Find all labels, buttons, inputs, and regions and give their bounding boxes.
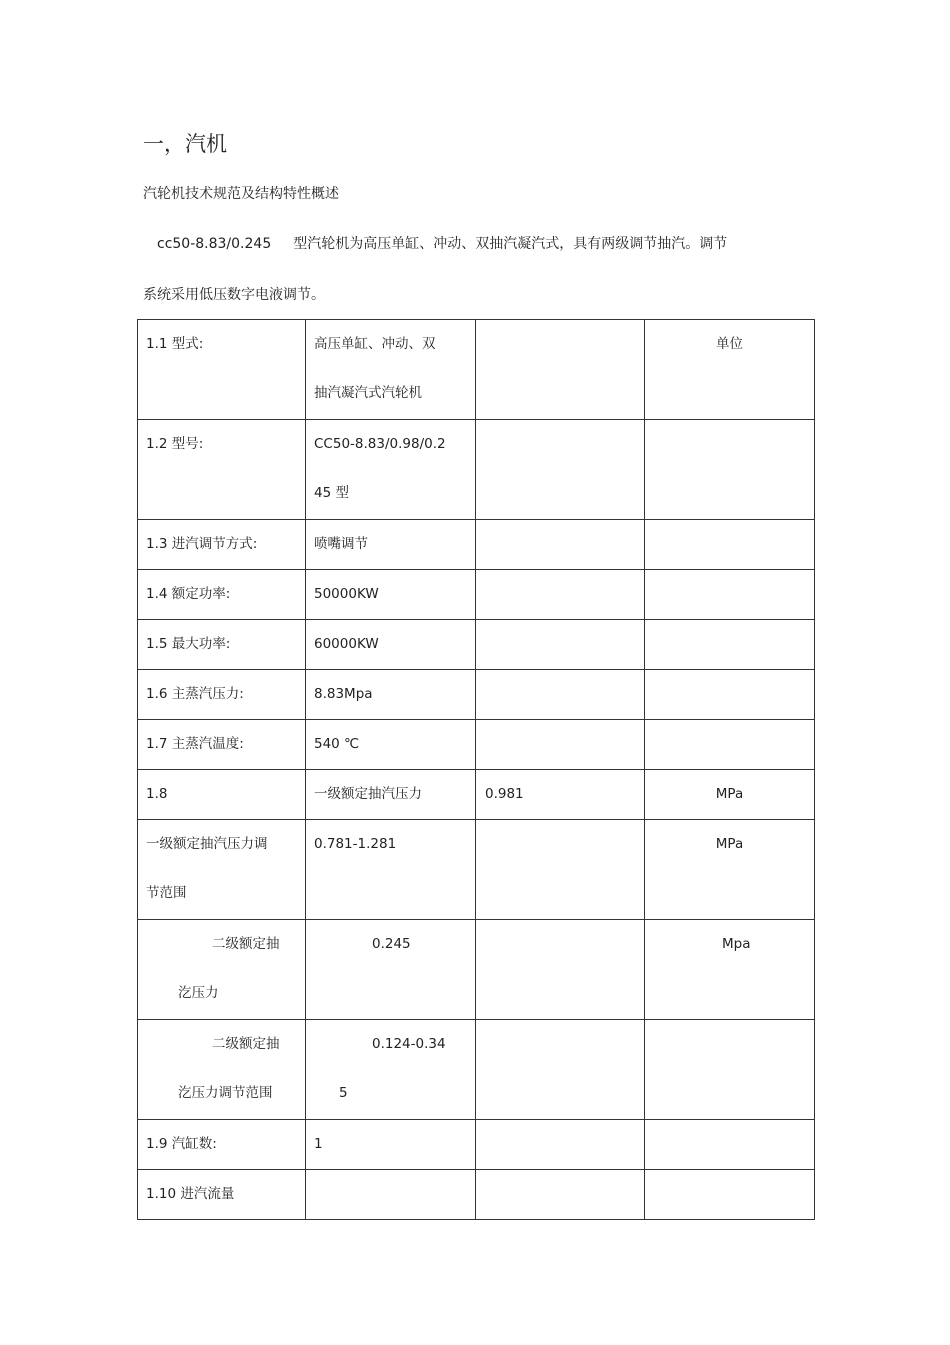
table-row bbox=[138, 770, 815, 820]
table-cell-value: 高压单缸、冲动、双 抽汽凝汽式汽轮机 bbox=[306, 320, 476, 420]
table-cell-label: 1.8 bbox=[138, 770, 306, 820]
intro-paragraph-line1 bbox=[157, 233, 727, 253]
table-cell-label: 一级额定抽汽压力调 节范围 bbox=[138, 820, 306, 920]
section-heading: 一，汽机 bbox=[143, 132, 227, 156]
table-cell bbox=[476, 320, 645, 420]
table-cell-label: 1.7 主蒸汽温度: bbox=[138, 720, 306, 770]
table-cell-label: 1.1 型式: bbox=[138, 320, 306, 420]
table-cell-value: 0.781-1.281 bbox=[306, 820, 476, 920]
table-cell bbox=[476, 820, 645, 920]
turbine-model-text: cc50-8.83/0.245 bbox=[157, 236, 272, 252]
table-cell-number: 0.981 bbox=[476, 770, 645, 820]
table-cell-unit: Mpa bbox=[645, 920, 815, 1020]
table-cell-unit bbox=[645, 1120, 815, 1170]
table-cell-value: 60000KW bbox=[306, 620, 476, 670]
intro-line1-text: 型汽轮机为高压单缸、冲动、双抽汽凝汽式，具有两级调节抽汽。调节 bbox=[293, 236, 728, 252]
section-subheading: 汽轮机技术规范及结构特性概述 bbox=[143, 186, 339, 202]
table-cell-value: 0.245 bbox=[306, 920, 476, 1020]
table-row bbox=[138, 520, 815, 570]
table-cell-unit bbox=[645, 570, 815, 620]
table-cell-label: 二级额定抽 汔压力调节范围 bbox=[138, 1020, 306, 1120]
table-row bbox=[138, 820, 815, 920]
table-cell-unit bbox=[645, 620, 815, 670]
table-cell bbox=[476, 620, 645, 670]
table-row bbox=[138, 420, 815, 520]
table-cell-label: 1.5 最大功率: bbox=[138, 620, 306, 670]
table-cell-label: 1.10 进汽流量 bbox=[138, 1170, 306, 1220]
table-row bbox=[138, 1020, 815, 1120]
table-row bbox=[138, 570, 815, 620]
table-cell bbox=[476, 570, 645, 620]
table-cell-value: 8.83Mpa bbox=[306, 670, 476, 720]
table-cell bbox=[476, 1170, 645, 1220]
table-row bbox=[138, 1120, 815, 1170]
table-cell-label: 二级额定抽 汔压力 bbox=[138, 920, 306, 1020]
table-cell-value: CC50-8.83/0.98/0.2 45 型 bbox=[306, 420, 476, 520]
table-cell-value: 0.124-0.34 5 bbox=[306, 1020, 476, 1120]
table-cell-unit bbox=[645, 1020, 815, 1120]
table-cell-unit bbox=[645, 1170, 815, 1220]
table-cell-value bbox=[306, 1170, 476, 1220]
table-row bbox=[138, 720, 815, 770]
table-cell-value: 1 bbox=[306, 1120, 476, 1170]
table-cell-unit bbox=[645, 670, 815, 720]
table-row bbox=[138, 620, 815, 670]
table-cell-unit bbox=[645, 520, 815, 570]
table-cell bbox=[476, 720, 645, 770]
table-cell bbox=[476, 520, 645, 570]
table-cell-label: 1.4 额定功率: bbox=[138, 570, 306, 620]
table-cell bbox=[476, 1120, 645, 1170]
table-cell-value: 喷嘴调节 bbox=[306, 520, 476, 570]
spec-table bbox=[137, 319, 815, 1220]
table-cell-unit: MPa bbox=[645, 820, 815, 920]
table-cell bbox=[476, 920, 645, 1020]
table-cell-value: 540 ℃ bbox=[306, 720, 476, 770]
table-row bbox=[138, 320, 815, 420]
intro-paragraph-line2: 系统采用低压数字电液调节。 bbox=[143, 287, 325, 303]
table-cell-label: 1.2 型号: bbox=[138, 420, 306, 520]
table-cell-unit bbox=[645, 720, 815, 770]
table-cell-value: 50000KW bbox=[306, 570, 476, 620]
table-row bbox=[138, 670, 815, 720]
table-row bbox=[138, 920, 815, 1020]
table-cell-unit: MPa bbox=[645, 770, 815, 820]
table-cell-unit bbox=[645, 420, 815, 520]
table-cell-unit: 单位 bbox=[645, 320, 815, 420]
table-cell bbox=[476, 420, 645, 520]
table-cell-label: 1.3 进汽调节方式: bbox=[138, 520, 306, 570]
table-cell-value: 一级额定抽汽压力 bbox=[306, 770, 476, 820]
table-cell bbox=[476, 1020, 645, 1120]
table-cell-label: 1.9 汽缸数: bbox=[138, 1120, 306, 1170]
table-row bbox=[138, 1170, 815, 1220]
table-cell-label: 1.6 主蒸汽压力: bbox=[138, 670, 306, 720]
table-cell bbox=[476, 670, 645, 720]
